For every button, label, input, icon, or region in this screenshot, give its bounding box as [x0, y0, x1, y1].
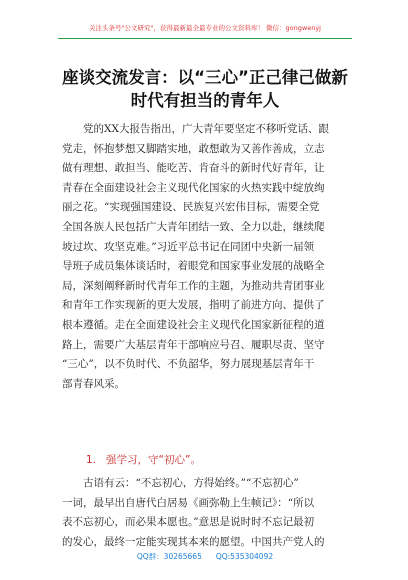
- text-line: 党走，怀抱梦想又脚踏实地，敢想敢为又善作善成，立志: [62, 142, 325, 155]
- header-banner[interactable]: 关注头条号"公文研究"，获得最新最全最专业的公文资料库！ 微信：gongwenyj: [89, 24, 321, 32]
- text-line: 做有理想、敢担当、能吃苦、肯奋斗的新时代好青年，让: [62, 162, 325, 175]
- section-heading-text: 强学习，守“初心”。: [106, 454, 201, 466]
- text-line: 表不忘初心，而必果本愿也。”意思是说时时不忘记最初: [62, 516, 315, 529]
- title-line-2: 时代有担当的青年人: [130, 91, 280, 110]
- footer-contact: [60, 550, 350, 564]
- footer-qq: QQ:535304092: [215, 552, 274, 561]
- header-divider: [58, 38, 352, 39]
- text-line: 青春在全面建设社会主义现代化国家的火热实践中绽放绚: [62, 181, 325, 194]
- text-line: 的发心，最终一定能实现其本来的愿望。中国共产党人的: [62, 535, 325, 548]
- text-line: 和青年工作实现新的更大发展，指明了前进方向、提供了: [62, 299, 325, 312]
- text-line: 坡过坎、攻坚克难。”习近平总书记在同团中央新一届领: [62, 240, 315, 253]
- text-line: 部青春风采。: [62, 377, 125, 390]
- text-line: 全国各族人民包括广大青年团结一致、全力以赴，继续爬: [62, 220, 325, 233]
- document-title: [50, 66, 360, 112]
- text-line: 路上，需要广大基层青年干部响应号召、履职尽责、坚守: [62, 338, 325, 351]
- text-line: “三心”，以不负时代、不负韶华，努力展现基层青年干: [62, 358, 315, 371]
- text-line: 丽之花。“实现强国建设、民族复兴宏伟目标，需要全党: [62, 201, 320, 214]
- text-line: 局，深刻阐释新时代青年工作的主题，为推动共青团事业: [62, 279, 325, 292]
- text-line: 一词，最早出自唐代白居易《画弥勒上生帧记》：“所以: [62, 496, 315, 509]
- section-heading-1: [86, 453, 201, 467]
- text-line: 根本遵循。走在全面建设社会主义现代化国家新征程的道: [62, 318, 325, 331]
- paragraph-1: [62, 120, 352, 394]
- paragraph-2: [62, 474, 352, 552]
- text-line: 古语有云：“不忘初心，方得始终。”“不忘初心”: [62, 477, 299, 489]
- text-line: 党的XX大报告指出，广大青年要坚定不移听党话、跟: [62, 123, 329, 135]
- section-number: 1.: [86, 454, 97, 466]
- text-line: 导班子成员集体谈话时，着眼党和国家事业发展的战略全: [62, 260, 325, 273]
- title-line-1: 座谈交流发言：以“三心”正己律己做新: [62, 68, 348, 87]
- footer-qq-group: QQ群：30265665: [136, 552, 202, 561]
